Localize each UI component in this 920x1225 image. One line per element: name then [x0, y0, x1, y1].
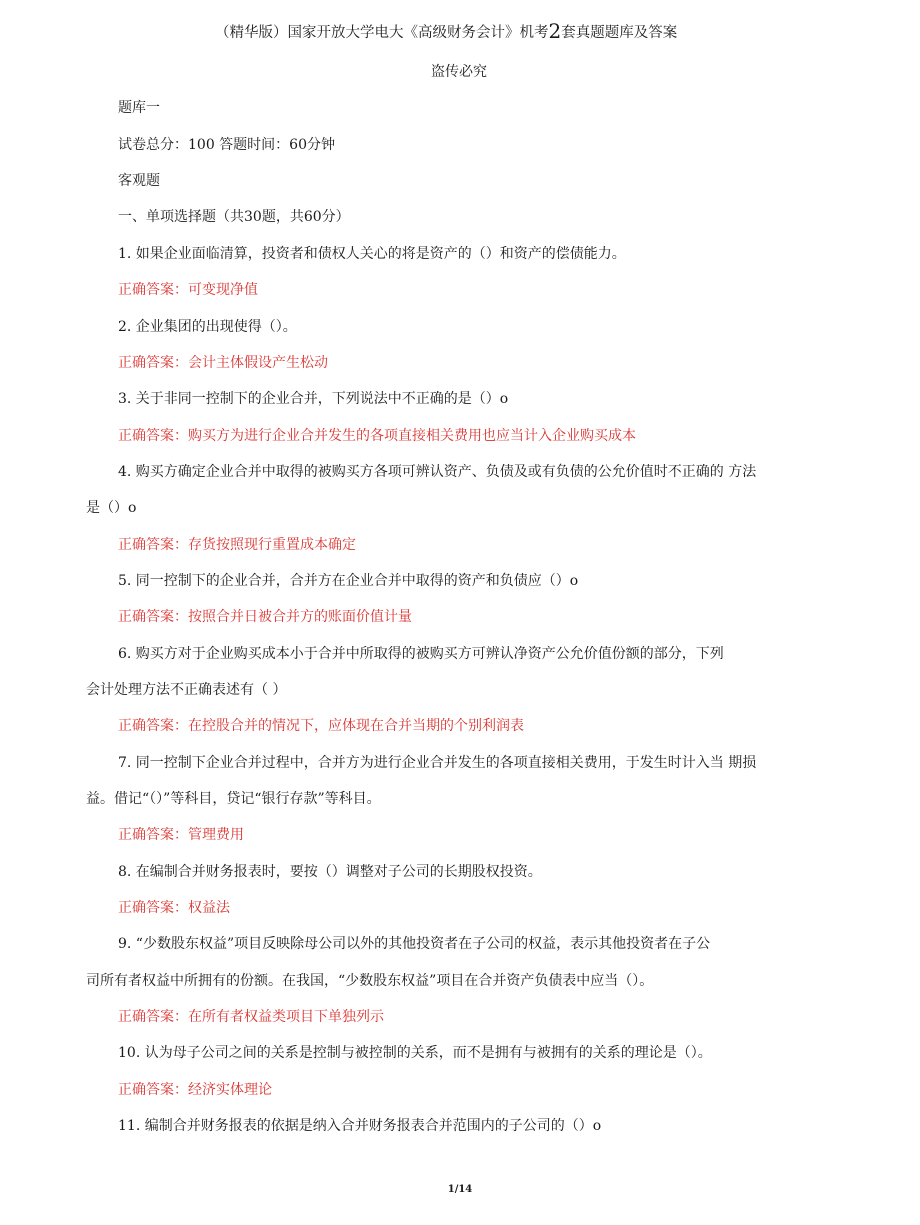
- question-9: 9. “少数股东权益”项目反映除母公司以外的其他投资者在子公司的权益，表示其他投资者在子公: [118, 936, 711, 952]
- answer-1: 正确答案：可变现净值: [118, 282, 258, 298]
- title-pre: （精华版）国家开放大学电大《高级财务会计》机考: [215, 25, 549, 41]
- question-7-cont: 益。借记“（）”等科目，贷记“银行存款”等科目。: [86, 791, 381, 807]
- answer-8: 正确答案：权益法: [118, 900, 230, 916]
- answer-5: 正确答案：按照合并日被合并方的账面价值计量: [118, 609, 412, 625]
- question-type: 客观题: [118, 173, 160, 189]
- question-6: 6. 购买方对于企业购买成本小于合并中所取得的被购买方可辨认净资产公允价值份额的部分，下列: [118, 646, 724, 662]
- answer-6: 正确答案：在控股合并的情况下，应体现在合并当期的个别利润表: [118, 718, 524, 734]
- question-4: 4. 购买方确定企业合并中取得的被购买方各项可辨认资产、负债及或有负债的公允价值时不正确的 方法: [118, 464, 757, 480]
- question-8: 8. 在编制合并财务报表时，要按（）调整对子公司的长期股权投资。: [118, 864, 542, 880]
- question-7: 7. 同一控制下企业合并过程中，合并方为进行企业合并发生的各项直接相关费用，于发生时计入当 期损: [118, 755, 757, 771]
- section-heading: 一、单项选择题（共30题，共60分）: [118, 209, 350, 225]
- title-post: 套真题题库及答案: [561, 25, 678, 41]
- question-11: 11. 编制合并财务报表的依据是纳入合并财务报表合并范围内的子公司的（）o: [118, 1118, 602, 1134]
- bank-label: 题库一: [118, 100, 160, 116]
- exam-info: 试卷总分：100 答题时间：60分钟: [118, 137, 335, 153]
- question-3: 3. 关于非同一控制下的企业合并，下列说法中不正确的是（）o: [118, 391, 509, 407]
- question-2: 2. 企业集团的出现使得（）。: [118, 319, 297, 335]
- answer-9: 正确答案：在所有者权益类项目下单独列示: [118, 1009, 384, 1025]
- question-4-cont: 是（）o: [86, 500, 137, 516]
- answer-10: 正确答案：经济实体理论: [118, 1082, 272, 1098]
- document-subtitle: 盗传必究: [431, 64, 487, 80]
- question-9-cont: 司所有者权益中所拥有的份额。在我国，“少数股东权益”项目在合并资产负债表中应当（）。: [86, 973, 654, 989]
- title-number: 2: [548, 19, 562, 43]
- question-6-cont: 会计处理方法不正确表述有（ ）: [86, 682, 287, 698]
- document-title: [215, 20, 677, 43]
- question-5: 5. 同一控制下的企业合并，合并方在企业合并中取得的资产和负债应（）o: [118, 573, 579, 589]
- answer-7: 正确答案：管理费用: [118, 827, 244, 843]
- answer-3: 正确答案：购买方为进行企业合并发生的各项直接相关费用也应当计入企业购买成本: [118, 428, 636, 444]
- question-1: 1. 如果企业面临清算，投资者和债权人关心的将是资产的（）和资产的偿债能力。: [118, 246, 626, 262]
- question-10: 10. 认为母子公司之间的关系是控制与被控制的关系，而不是拥有与被拥有的关系的理论是（）。: [118, 1045, 712, 1061]
- answer-2: 正确答案：会计主体假设产生松动: [118, 355, 328, 371]
- answer-4: 正确答案：存货按照现行重置成本确定: [118, 537, 356, 553]
- page-number: 1/14: [447, 1184, 473, 1195]
